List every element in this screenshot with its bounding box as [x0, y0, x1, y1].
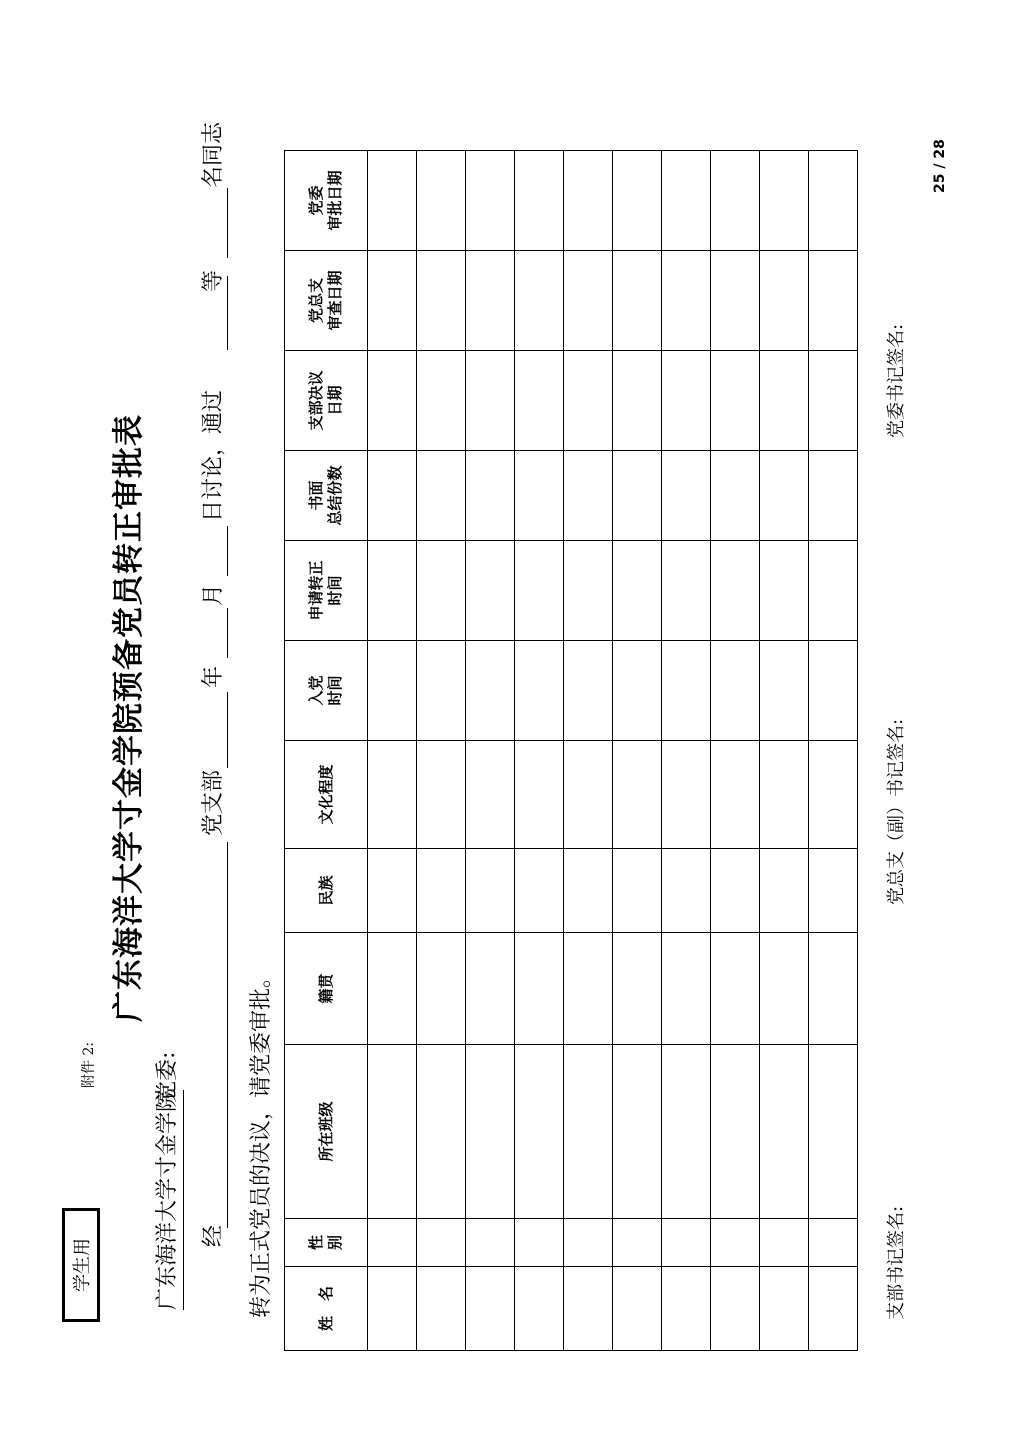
table-cell[interactable] [809, 849, 858, 933]
table-body [368, 151, 858, 1351]
table-cell[interactable] [564, 451, 613, 541]
table-cell[interactable] [417, 351, 466, 451]
table-header-cell: 书面 总结份数 [285, 451, 368, 541]
table-cell[interactable] [809, 541, 858, 641]
table-cell[interactable] [809, 933, 858, 1045]
day-blank[interactable] [226, 526, 228, 576]
table-cell[interactable] [515, 451, 564, 541]
table-cell[interactable] [760, 641, 809, 741]
table-row [662, 151, 711, 1351]
table-cell[interactable] [662, 641, 711, 741]
table-cell[interactable] [760, 541, 809, 641]
table-row [809, 151, 858, 1351]
table-cell[interactable] [417, 933, 466, 1045]
table-cell[interactable] [515, 251, 564, 351]
table-cell[interactable] [564, 641, 613, 741]
table-header-cell: 性 别 [285, 1219, 368, 1267]
table-cell[interactable] [662, 1267, 711, 1351]
table-row [711, 151, 760, 1351]
table-cell[interactable] [662, 351, 711, 451]
table-cell[interactable] [760, 1219, 809, 1267]
comrades-label: 名同志 [201, 121, 226, 188]
table-cell[interactable] [564, 1219, 613, 1267]
table-cell[interactable] [760, 741, 809, 849]
table-cell[interactable] [417, 1045, 466, 1219]
table-cell[interactable] [711, 251, 760, 351]
table-cell[interactable] [613, 1045, 662, 1219]
table-cell[interactable] [613, 251, 662, 351]
table-header-cell: 文化程度 [285, 741, 368, 849]
table-cell[interactable] [368, 451, 417, 541]
party-committee-label: 党委: [155, 1051, 180, 1103]
table-header-cell: 申请转正 时间 [285, 541, 368, 641]
approval-table-wrap [284, 150, 858, 1351]
table-cell[interactable] [613, 641, 662, 741]
table-cell[interactable] [466, 741, 515, 849]
table-header-cell: 所在班级 [285, 1045, 368, 1219]
table-cell[interactable] [515, 641, 564, 741]
table-cell[interactable] [760, 451, 809, 541]
table-cell[interactable] [564, 251, 613, 351]
table-header-cell: 入党 时间 [285, 641, 368, 741]
table-cell[interactable] [466, 1045, 515, 1219]
table-cell[interactable] [809, 351, 858, 451]
table-header-cell: 党委 审批日期 [285, 151, 368, 251]
table-cell[interactable] [564, 151, 613, 251]
table-cell[interactable] [613, 351, 662, 451]
table-cell[interactable] [711, 351, 760, 451]
table-cell[interactable] [809, 741, 858, 849]
table-cell[interactable] [711, 451, 760, 541]
student-use-badge: 学生用 [62, 1208, 100, 1322]
table-cell[interactable] [662, 741, 711, 849]
college-name: 广东海洋大学寸金学院 [150, 1090, 184, 1310]
table-cell[interactable] [760, 351, 809, 451]
table-cell[interactable] [466, 541, 515, 641]
table-cell[interactable] [368, 641, 417, 741]
table-cell[interactable] [809, 451, 858, 541]
table-cell[interactable] [711, 541, 760, 641]
approval-table [284, 150, 858, 1351]
table-row [564, 151, 613, 1351]
table-header-cell: 支部决议 日期 [285, 351, 368, 451]
table-row [515, 151, 564, 1351]
table-cell[interactable] [417, 1267, 466, 1351]
table-cell[interactable] [564, 849, 613, 933]
table-cell[interactable] [515, 1219, 564, 1267]
table-cell[interactable] [368, 933, 417, 1045]
form-title: 广东海洋大学寸金学院预备党员转正审批表 [111, 414, 147, 1022]
table-cell[interactable] [613, 541, 662, 641]
table-header-row [285, 151, 368, 1351]
table-cell[interactable] [564, 933, 613, 1045]
table-cell[interactable] [711, 1267, 760, 1351]
table-cell[interactable] [613, 741, 662, 849]
table-cell[interactable] [466, 451, 515, 541]
table-cell[interactable] [711, 1219, 760, 1267]
table-cell[interactable] [368, 849, 417, 933]
table-header-cell: 籍贯 [285, 933, 368, 1045]
attachment-label: 附件 2: [81, 1041, 97, 1088]
month-blank[interactable] [226, 608, 228, 658]
table-cell[interactable] [613, 1267, 662, 1351]
table-cell[interactable] [564, 1045, 613, 1219]
table-cell[interactable] [711, 151, 760, 251]
table-cell[interactable] [613, 849, 662, 933]
table-cell[interactable] [368, 541, 417, 641]
table-cell[interactable] [417, 641, 466, 741]
table-row [368, 151, 417, 1351]
table-cell[interactable] [466, 1219, 515, 1267]
table-cell[interactable] [564, 1267, 613, 1351]
table-cell[interactable] [368, 351, 417, 451]
table-cell[interactable] [613, 933, 662, 1045]
table-cell[interactable] [711, 741, 760, 849]
table-cell[interactable] [417, 741, 466, 849]
table-cell[interactable] [417, 1219, 466, 1267]
table-row [760, 151, 809, 1351]
general-branch-secretary-signature: 党总支（副）书记签名: [886, 718, 907, 905]
table-cell[interactable] [368, 251, 417, 351]
table-cell[interactable] [809, 1045, 858, 1219]
table-cell[interactable] [466, 641, 515, 741]
table-cell[interactable] [466, 1267, 515, 1351]
table-cell[interactable] [368, 741, 417, 849]
table-cell[interactable] [809, 151, 858, 251]
table-cell[interactable] [466, 849, 515, 933]
table-cell[interactable] [760, 849, 809, 933]
branch-secretary-signature: 支部书记签名: [886, 1205, 907, 1320]
table-cell[interactable] [515, 849, 564, 933]
table-cell[interactable] [564, 351, 613, 451]
table-cell[interactable] [515, 1267, 564, 1351]
table-cell[interactable] [662, 933, 711, 1045]
table-cell[interactable] [760, 933, 809, 1045]
table-header-cell: 党总支 审查日期 [285, 251, 368, 351]
table-cell[interactable] [417, 251, 466, 351]
table-header-cell: 民族 [285, 849, 368, 933]
table-cell[interactable] [662, 151, 711, 251]
table-cell[interactable] [662, 849, 711, 933]
committee-secretary-signature: 党委书记签名: [886, 323, 907, 438]
table-cell[interactable] [417, 849, 466, 933]
table-header-cell: 姓 名 [285, 1267, 368, 1351]
table-cell[interactable] [809, 1219, 858, 1267]
table-cell[interactable] [760, 151, 809, 251]
table-cell[interactable] [417, 151, 466, 251]
table-cell[interactable] [662, 251, 711, 351]
via-label: 经 [201, 1224, 226, 1247]
table-cell[interactable] [809, 251, 858, 351]
table-cell[interactable] [368, 1045, 417, 1219]
table-cell[interactable] [564, 541, 613, 641]
table-cell[interactable] [613, 151, 662, 251]
table-cell[interactable] [417, 451, 466, 541]
resolution-text: 转为正式党员的决议，请党委审批。 [249, 965, 274, 1318]
table-cell[interactable] [662, 541, 711, 641]
table-cell[interactable] [466, 351, 515, 451]
table-cell[interactable] [515, 1045, 564, 1219]
table-cell[interactable] [466, 251, 515, 351]
table-cell[interactable] [662, 1219, 711, 1267]
table-cell[interactable] [515, 541, 564, 641]
table-cell[interactable] [760, 251, 809, 351]
table-cell[interactable] [368, 1267, 417, 1351]
table-row [613, 151, 662, 1351]
table-cell[interactable] [368, 151, 417, 251]
etc-label: 等 [201, 269, 226, 292]
table-cell[interactable] [564, 741, 613, 849]
count-blank[interactable] [226, 188, 228, 258]
table-cell[interactable] [809, 1267, 858, 1351]
table-cell[interactable] [368, 1219, 417, 1267]
table-cell[interactable] [613, 451, 662, 541]
table-cell[interactable] [515, 151, 564, 251]
table-cell[interactable] [515, 741, 564, 849]
table-cell[interactable] [417, 541, 466, 641]
month-label: 月 [201, 583, 226, 606]
table-row [417, 151, 466, 1351]
party-branch-label: 党支部 [201, 769, 226, 836]
table-cell[interactable] [711, 641, 760, 741]
year-label: 年 [201, 665, 226, 688]
table-cell[interactable] [515, 351, 564, 451]
table-row [466, 151, 515, 1351]
table-cell[interactable] [711, 933, 760, 1045]
table-cell[interactable] [662, 1045, 711, 1219]
table-cell[interactable] [466, 151, 515, 251]
branch-name-blank[interactable] [226, 842, 228, 1228]
table-cell[interactable] [613, 1219, 662, 1267]
page-number: 25 / 28 [932, 139, 948, 193]
year-blank[interactable] [226, 692, 228, 768]
table-cell[interactable] [466, 933, 515, 1045]
table-cell[interactable] [515, 933, 564, 1045]
table-cell[interactable] [711, 849, 760, 933]
table-cell[interactable] [760, 1267, 809, 1351]
discuss-label: 日讨论，通过 [201, 389, 226, 522]
table-cell[interactable] [760, 1045, 809, 1219]
table-cell[interactable] [662, 451, 711, 541]
table-cell[interactable] [809, 641, 858, 741]
table-cell[interactable] [711, 1045, 760, 1219]
